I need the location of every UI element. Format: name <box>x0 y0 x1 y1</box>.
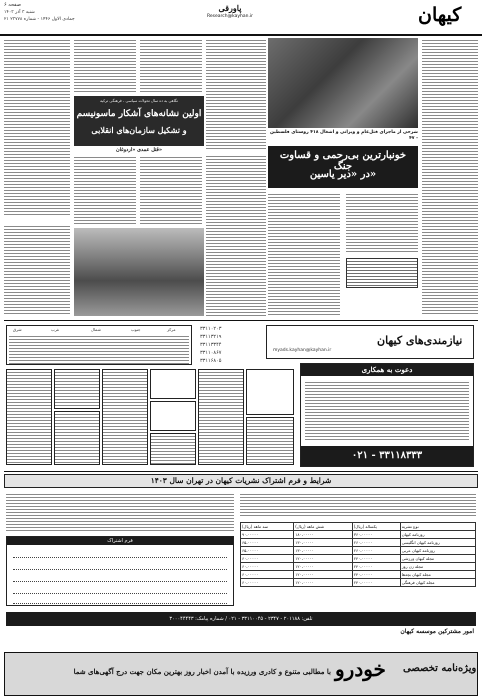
subscription-section <box>4 474 478 650</box>
article-title-2: و تشکیل سازمان‌های انقلابی <box>91 125 187 135</box>
table-cell: مجله کیهان ورزشی <box>400 555 475 563</box>
region-header: جنوب <box>131 327 141 332</box>
photo-caption: شرحی از ماجرای قتل‌عام و ویرانی و اشغال ۴۱۸ روستای فلسطین - ۴۷ <box>270 130 418 141</box>
table-header: شش ماهه (ریال) <box>294 523 353 531</box>
classifieds-banner <box>266 325 474 359</box>
body-text-column <box>422 38 478 316</box>
table-cell: روزنامه کیهان انگلیسی <box>400 539 475 547</box>
table-cell: مجله کیهان بچه‌ها <box>400 571 475 579</box>
table-header: سه ماهه (ریال) <box>241 523 294 531</box>
classified-ad <box>150 433 196 465</box>
table-cell: ۶۰،۰۰۰۰۰ <box>241 555 294 563</box>
region-header: شرق <box>13 327 22 332</box>
table-cell: ۱۲۰،۰۰۰۰۰ <box>294 579 353 587</box>
table-row <box>241 563 476 571</box>
masthead <box>0 0 482 36</box>
table-row <box>241 571 476 579</box>
form-postal-field[interactable] <box>13 587 227 594</box>
table-cell: ۶۵،۰۰۰۰۰ <box>241 539 294 547</box>
khodro-ad <box>4 652 478 696</box>
page-number: صفحه ۶ <box>4 2 21 8</box>
table-cell: مجله کیهان فرهنگی <box>400 579 475 587</box>
table-row <box>241 547 476 555</box>
region-header: شمال <box>91 327 101 332</box>
region-list <box>9 334 189 364</box>
invite-phone: ۰۲۱ - ۳۳۱۱۸۳۳۳ <box>301 446 473 466</box>
table-cell: ۲۴۰،۰۰۰۰۰ <box>352 571 400 579</box>
body-text-column <box>268 192 340 316</box>
table-cell: ۶۰،۰۰۰۰۰ <box>241 571 294 579</box>
table-cell: ۲۴۰،۰۰۰۰۰ <box>352 563 400 571</box>
body-text-column <box>74 38 136 93</box>
region-header: غرب <box>51 327 60 332</box>
table-header-row <box>241 523 476 531</box>
article-kicker: نگاهی به ده سال تحولات سیاسی - فرهنگی ترکیه <box>100 98 178 103</box>
body-text-column <box>4 224 70 316</box>
ad-tagline: با مطالبی متنوع و کادری ورزیده با آمدن اخبار روز بهترین مکان جهت درج آگهی‌های شما <box>73 667 331 676</box>
body-text-column <box>74 155 136 225</box>
form-email-field[interactable] <box>13 597 227 604</box>
form-address-field[interactable] <box>13 563 227 570</box>
subscription-form <box>6 536 234 606</box>
phone-list <box>200 325 260 367</box>
city-photo <box>74 228 204 316</box>
classified-ad <box>54 369 100 409</box>
form-title: فرم اشتراک <box>7 537 233 545</box>
invite-title: دعوت به همکاری <box>301 364 473 376</box>
refugees-photo <box>268 38 418 128</box>
body-text-column <box>140 155 202 225</box>
article-subhead: قتل عمدی «اردوغان» <box>115 147 163 153</box>
phone-number: ۳۳۱۱۳۳۴۴ <box>200 342 222 348</box>
table-cell: روزنامه کیهان عربی <box>400 547 475 555</box>
phone-number: ۳۳۱۱۰۲۰۳ <box>200 326 222 332</box>
table-cell: ۲۴۰،۰۰۰۰۰ <box>352 579 400 587</box>
section-email: Research@kayhan.ir <box>206 14 254 19</box>
invite-box <box>300 363 474 467</box>
classifieds-section <box>4 320 478 472</box>
ad-brand: خودرو <box>335 657 386 681</box>
subscription-rules <box>6 492 234 532</box>
table-cell: ۹۰،۰۰۰۰۰ <box>241 531 294 539</box>
table-cell: ۲۶۰،۰۰۰۰۰ <box>352 539 400 547</box>
kayhan-logo: کیهان <box>418 4 462 26</box>
invite-text <box>305 380 469 442</box>
table-row <box>241 531 476 539</box>
classifieds-title: نیازمندی‌های کیهان <box>377 334 463 347</box>
turkey-article-header <box>74 96 204 146</box>
classified-ad <box>246 369 294 415</box>
subscription-footer <box>6 612 476 626</box>
classified-ad <box>150 401 196 431</box>
issue-date: شنبه ۳ آذر ۱۴۰۳ <box>4 10 35 15</box>
table-cell: ۶۰،۰۰۰۰۰ <box>241 579 294 587</box>
body-text-column <box>140 38 202 93</box>
table-cell: ۶۵،۰۰۰۰۰ <box>241 547 294 555</box>
table-cell: ۱۲۰،۰۰۰۰۰ <box>294 571 353 579</box>
region-header: مرکز <box>167 327 176 332</box>
body-text-column <box>206 154 266 316</box>
subscription-title: شرایط و فرم اشتراک نشریات کیهان در تهران سال ۱۴۰۳ <box>4 474 478 488</box>
issue-number: ۲۱ جمادی الاول ۱۴۴۶ - شماره ۲۳۷۷۸ <box>4 17 75 22</box>
subscription-rules <box>240 492 476 518</box>
classifieds-email: myads.kayhan@kayhan.ir <box>273 348 332 353</box>
classified-ad <box>54 411 100 465</box>
article-title: خونبارترین بی‌رحمی و قساوت جنگ <box>279 150 407 172</box>
form-phone-field[interactable] <box>13 575 227 582</box>
table-header: نوع نشریه <box>400 523 475 531</box>
body-text-column <box>206 38 266 150</box>
deir-yassin-title-block <box>268 146 418 188</box>
table-cell: ۱۲۰،۰۰۰۰۰ <box>294 563 353 571</box>
article-subtitle: در «دیر یاسین» <box>309 169 377 180</box>
table-row <box>241 579 476 587</box>
footer-label: امور مشترکین موسسه کیهان <box>400 628 474 635</box>
table-cell: ۳۶۰،۰۰۰۰۰ <box>352 531 400 539</box>
table-cell: روزنامه کیهان <box>400 531 475 539</box>
form-name-field[interactable] <box>13 551 227 558</box>
table-row <box>241 555 476 563</box>
table-cell: ۱۳۰،۰۰۰۰۰ <box>294 547 353 555</box>
table-cell: ۱۳۰،۰۰۰۰۰ <box>294 539 353 547</box>
table-cell: مجله زن روز <box>400 563 475 571</box>
body-text-column <box>346 192 418 254</box>
price-table <box>240 522 476 587</box>
ad-lead: ویژه‌نامه تخصصی <box>403 663 477 674</box>
classified-ad <box>6 369 52 465</box>
region-table <box>6 325 192 365</box>
table-cell: ۶۰،۰۰۰۰۰ <box>241 563 294 571</box>
phone-number: ۳۳۱۱۰۸۶۷ <box>200 350 222 356</box>
body-text-column <box>4 38 70 216</box>
table-cell: ۲۶۰،۰۰۰۰۰ <box>352 547 400 555</box>
classified-ad <box>246 417 294 465</box>
article-title: اولین نشانه‌های آشکار ماسونیسم <box>76 109 202 119</box>
footer-phone: تلفن: ۲۰۱۱۸۸ - ۲۳۴۷ - ۳۳۱۱۰۰۴۵ - ۰۲۱ / شماره پیامک: ۳۰۰۰۴۴۴۴۳ <box>169 616 313 622</box>
table-cell: ۱۲۰،۰۰۰۰۰ <box>294 555 353 563</box>
table-header: یکساله (ریال) <box>352 523 400 531</box>
classified-ad <box>102 369 148 465</box>
quote-box <box>346 258 418 288</box>
phone-number: ۳۳۱۱۳۲۱۹ <box>200 334 222 340</box>
table-cell: ۲۴۰،۰۰۰۰۰ <box>352 555 400 563</box>
phone-number: ۳۳۱۱۶۸۰۵ <box>200 358 222 364</box>
classified-ad <box>198 369 244 465</box>
table-row <box>241 539 476 547</box>
classified-ad <box>150 369 196 399</box>
section-title: پاورقی <box>218 3 242 13</box>
small-ads-grid <box>6 369 296 467</box>
table-cell: ۱۸۰،۰۰۰۰۰ <box>294 531 353 539</box>
